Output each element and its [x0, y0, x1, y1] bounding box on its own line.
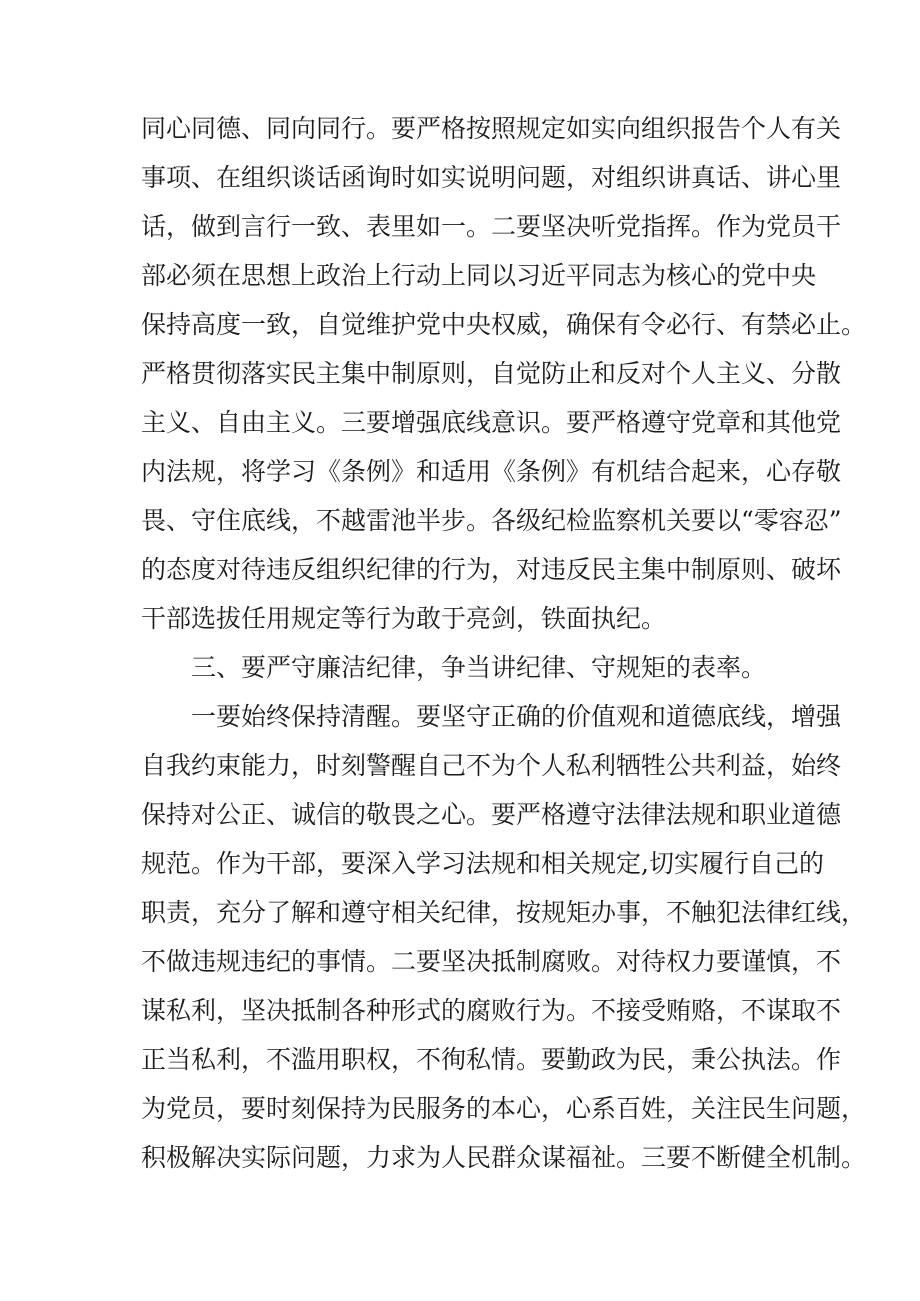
- text-line: 不做违规违纪的事情。二要坚决抵制腐败。对待权力要谨慎，不: [141, 947, 842, 976]
- text-line: 谋私利，坚决抵制各种形式的腐败行为。不接受贿赂，不谋取不: [141, 996, 842, 1025]
- text-line: 规范。作为干部，要深入学习法规和相关规定,切实履行自己的: [141, 849, 824, 878]
- text-line: 保持对公正、诚信的敬畏之心。要严格遵守法律法规和职业道德: [141, 800, 842, 829]
- text-line: 为党员，要时刻保持为民服务的本心，心系百姓，关注民生问题，: [141, 1094, 867, 1123]
- text-line: 职责，充分了解和遵守相关纪律，按规矩办事，不触犯法律红线，: [141, 898, 867, 927]
- text-line: 一要始终保持清醒。要坚守正确的价值观和道德底线，增强: [191, 702, 842, 731]
- text-line: 的态度对待违反组织纪律的行为，对违反民主集中制原则、破坏: [141, 555, 842, 584]
- text-line: 保持高度一致，自觉维护党中央权威，确保有令必行、有禁必止。: [141, 310, 867, 339]
- text-line: 自我约束能力，时刻警醒自己不为个人私利牺牲公共利益，始终: [141, 751, 842, 780]
- text-line: 主义、自由主义。三要增强底线意识。要严格遵守党章和其他党: [141, 408, 842, 437]
- text-line: 事项、在组织谈话函询时如实说明问题，对组织讲真话、讲心里: [141, 163, 842, 192]
- text-line: 内法规，将学习《条例》和适用《条例》有机结合起来，心存敬: [141, 457, 842, 486]
- text-line: 正当私利，不滥用职权，不徇私情。要勤政为民，秉公执法。作: [141, 1045, 842, 1074]
- text-line: 同心同德、同向同行。要严格按照规定如实向组织报告个人有关: [141, 114, 842, 143]
- text-line: 干部选拔任用规定等行为敢于亮剑，铁面执纪。: [141, 604, 667, 633]
- text-line: 严格贯彻落实民主集中制原则，自觉防止和反对个人主义、分散: [141, 359, 842, 388]
- text-line: 话，做到言行一致、表里如一。二要坚决听党指挥。作为党员干: [141, 212, 842, 241]
- body-text: [141, 104, 867, 1182]
- section-heading: 三、要严守廉洁纪律，争当讲纪律、守规矩的表率。: [191, 653, 767, 682]
- text-line: 畏、守住底线，不越雷池半步。各级纪检监察机关要以“零容忍”: [141, 506, 842, 535]
- text-line: 积极解决实际问题，力求为人民群众谋福祉。三要不断健全机制。: [141, 1143, 867, 1172]
- text-line: 部必须在思想上政治上行动上同以习近平同志为核心的党中央: [141, 261, 817, 290]
